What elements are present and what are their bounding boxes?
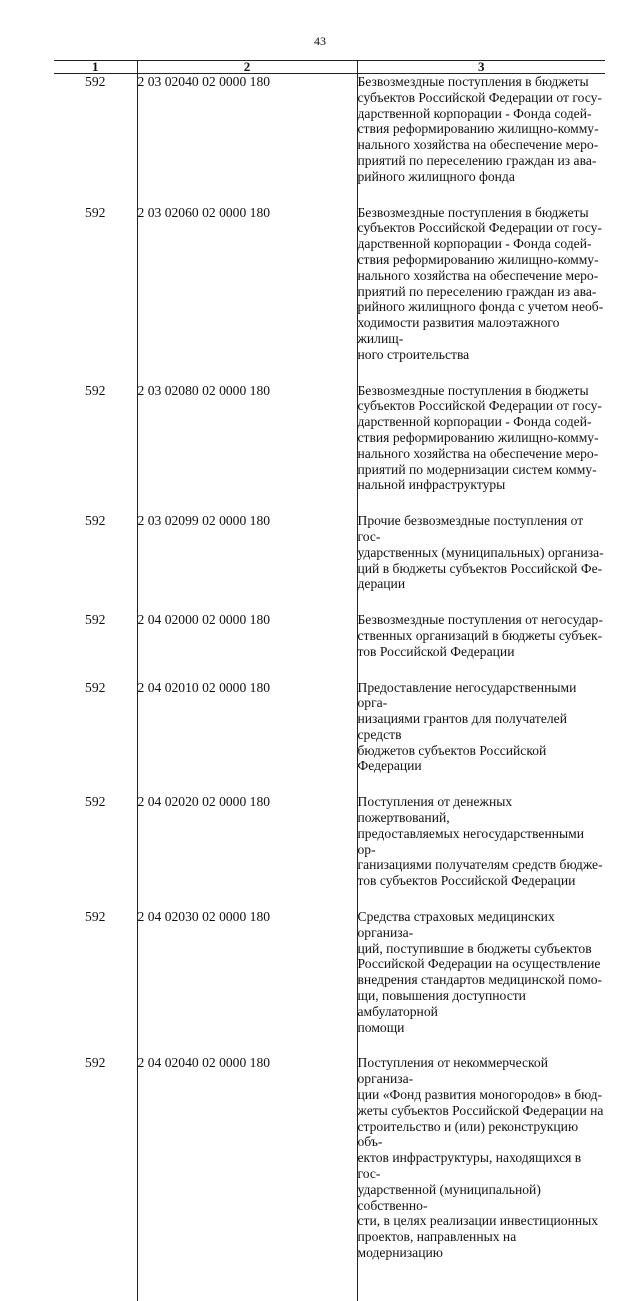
budget-code-cell: 2 04 02010 02 0000 180	[137, 680, 357, 795]
description-line: приятий по переселению граждан из ава-	[357, 152, 597, 168]
description-line: Безвозмездные поступления в бюджеты	[357, 74, 589, 89]
page-number: 43	[314, 34, 326, 48]
admin-code-cell: 592	[85, 612, 106, 628]
budget-code-cell: 2 03 02040 02 0000 180	[137, 74, 357, 205]
budget-code-cell: 2 03 02060 02 0000 180	[137, 205, 357, 383]
description-line: бюджетов субъектов Российской Федерации	[357, 742, 547, 774]
description-line: субъектов Российской Федерации от госу-	[357, 89, 602, 105]
description-line: проектов, направленных на модернизацию	[357, 1229, 517, 1260]
description-line: дарственной корпорации - Фонда содей-	[357, 105, 592, 121]
admin-code-cell: 592	[85, 679, 106, 695]
description-line: ганизациями получателям средств бюдже-	[357, 857, 603, 873]
description-line: щи, повышения доступности амбулаторной	[357, 988, 526, 1019]
description-line: дарственной корпорации - Фонда содей-	[357, 236, 592, 252]
description-line: Поступления от денежных пожертвований,	[357, 794, 513, 826]
description-line: субъектов Российской Федерации от госу-	[357, 398, 602, 414]
column-header-3: 3	[357, 61, 605, 74]
budget-code-cell: 2 03 02080 02 0000 180	[137, 383, 357, 514]
description-line: ного строительства	[357, 346, 470, 362]
description-line: жеты субъектов Российской Федерации на	[357, 1102, 604, 1118]
description-line: помощи	[357, 1019, 405, 1035]
description-line: Российской Федерации на осуществление	[357, 956, 601, 972]
description-line: тов Российской Федерации	[357, 643, 515, 659]
description-cell	[357, 794, 605, 909]
budget-code-cell: 2 04 02020 02 0000 180	[137, 794, 357, 909]
admin-code-cell: 592	[85, 909, 106, 925]
description-line: нального хозяйства на обеспечение меро-	[357, 445, 599, 461]
admin-code-cell: 592	[85, 74, 106, 89]
description-line: тов субъектов Российской Федерации	[357, 873, 576, 889]
description-line: приятий по переселению граждан из ава-	[357, 283, 597, 299]
table-row	[54, 513, 605, 612]
table-row	[54, 909, 605, 1055]
description-line: внедрения стандартов медицинской помо-	[357, 972, 603, 988]
description-line: нального хозяйства на обеспечение меро-	[357, 137, 599, 153]
budget-code-cell: 2 03 02099 02 0000 180	[137, 513, 357, 612]
description-cell	[357, 74, 605, 205]
description-line: дерации	[357, 576, 406, 592]
description-line: рийного жилищного фонда	[357, 168, 515, 184]
description-line: низациями грантов для получателей средств	[357, 711, 567, 742]
table-header-row	[54, 61, 605, 74]
budget-code-cell: 2 04 02030 02 0000 180	[137, 909, 357, 1055]
description-line: ций, поступившие в бюджеты субъектов	[357, 940, 592, 956]
description-line: дарственной корпорации - Фонда содей-	[357, 414, 592, 430]
description-line: приятий по модернизации систем комму-	[357, 461, 597, 477]
description-line: Прочие безвозмездные поступления от гос-	[357, 513, 584, 544]
description-line: ходимости развития малоэтажного жилищ-	[357, 315, 560, 346]
admin-code-cell: 592	[85, 204, 106, 220]
description-line: Безвозмездные поступления в бюджеты	[357, 382, 589, 398]
table-row	[54, 794, 605, 909]
description-line: Поступления от некоммерческой организа-	[357, 1055, 548, 1087]
description-line: ствия реформированию жилищно-комму-	[357, 251, 599, 267]
description-line: ударственной (муниципальной) собственно-	[357, 1181, 541, 1213]
description-line: ударственных (муниципальных) организа-	[357, 544, 604, 560]
description-line: предоставляемых негосударственными ор-	[357, 825, 585, 857]
description-line: строительство и (или) реконструкцию объ-	[357, 1118, 579, 1150]
description-line: Безвозмездные поступления от негосудар-	[357, 612, 603, 628]
description-line: ций в бюджеты субъектов Российской Фе-	[357, 560, 603, 576]
admin-code-cell: 592	[85, 513, 106, 529]
description-line: ствия реформированию жилищно-комму-	[357, 429, 599, 445]
description-line: субъектов Российской Федерации от госу-	[357, 220, 602, 236]
description-line: ствия реформированию жилищно-комму-	[357, 121, 599, 137]
table-row	[54, 1055, 605, 1300]
description-line: ции «Фонд развития моногородов» в бюд-	[357, 1087, 603, 1103]
description-cell	[357, 205, 605, 383]
admin-code-cell: 592	[85, 794, 106, 810]
description-line: сти, в целях реализации инвестиционных	[357, 1213, 599, 1229]
description-line: рийного жилищного фонда с учетом необ-	[357, 299, 604, 315]
column-header-2: 2	[137, 61, 357, 74]
description-line: Безвозмездные поступления в бюджеты	[357, 204, 589, 220]
column-header-1: 1	[54, 61, 137, 74]
description-line: ектов инфраструктуры, находящихся в гос-	[357, 1150, 582, 1182]
budget-code-cell: 2 04 02000 02 0000 180	[137, 612, 357, 679]
admin-code-cell: 592	[85, 1055, 106, 1071]
description-cell	[357, 383, 605, 514]
description-line: нальной инфраструктуры	[357, 477, 506, 493]
table-row	[54, 205, 605, 383]
budget-classification-table	[54, 60, 605, 1301]
description-line: нального хозяйства на обеспечение меро-	[357, 267, 599, 283]
description-cell	[357, 680, 605, 795]
admin-code-cell: 592	[85, 382, 106, 398]
budget-code-cell: 2 04 02040 02 0000 180	[137, 1055, 357, 1300]
table-row	[54, 74, 605, 205]
description-cell	[357, 513, 605, 612]
description-line: Средства страховых медицинских организа-	[357, 909, 555, 940]
description-cell	[357, 612, 605, 679]
description-line: ственных организаций в бюджеты субъек-	[357, 627, 603, 643]
description-line: Предоставление негосударственными орга-	[357, 679, 577, 711]
description-cell	[357, 909, 605, 1055]
table-row	[54, 383, 605, 514]
table-row	[54, 680, 605, 795]
table-row	[54, 612, 605, 679]
description-cell	[357, 1055, 605, 1300]
